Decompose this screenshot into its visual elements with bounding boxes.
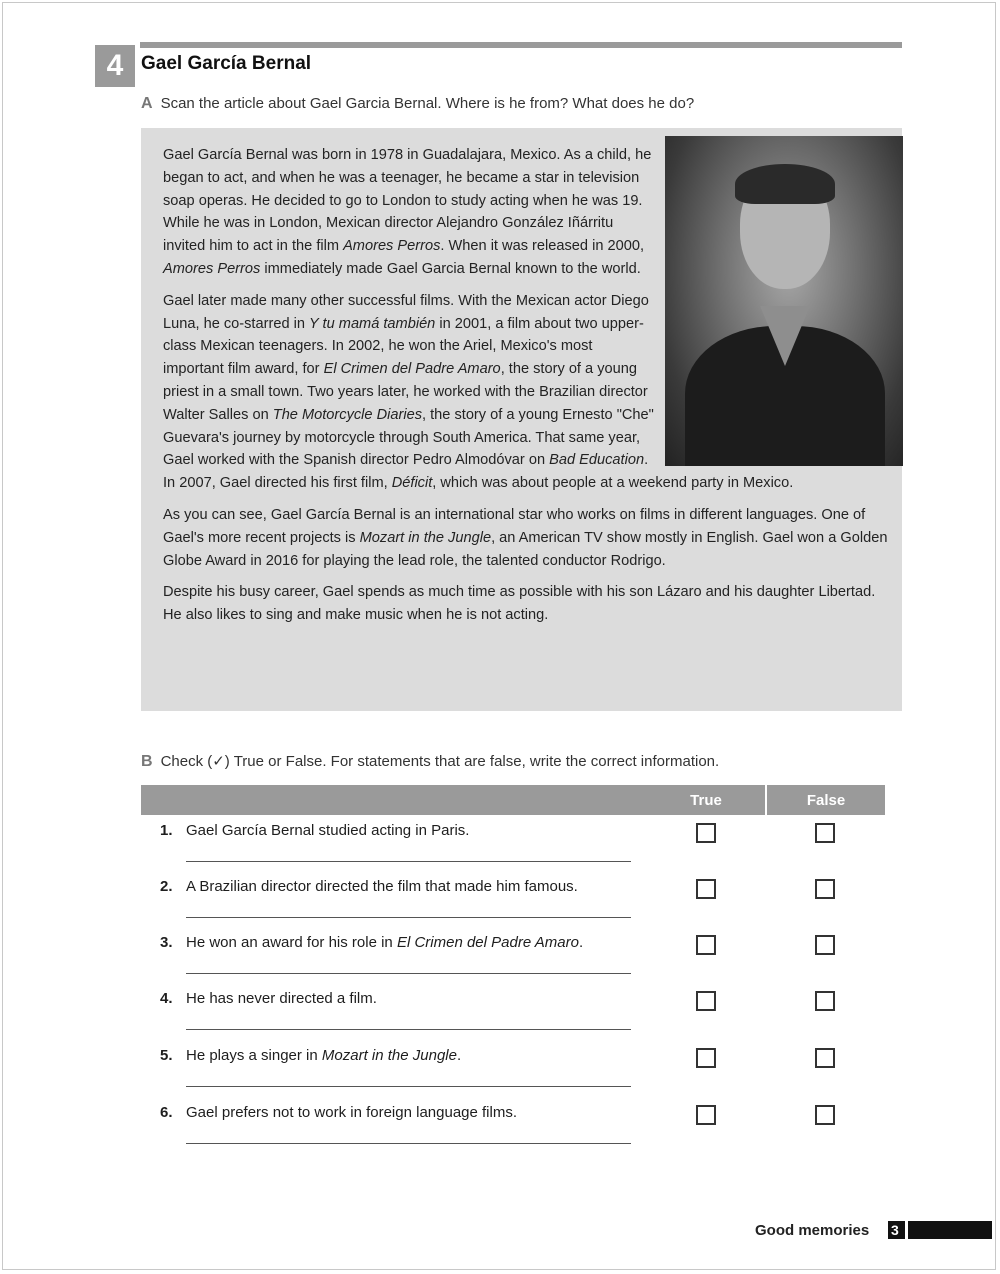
answer-line[interactable] (186, 917, 631, 918)
statement-row-1 (160, 822, 900, 878)
text-run: Gael García Bernal was born in 1978 in Guadalajara, Mexico. As a child, he began to act, and when he was a teenager, he became a star in television soap operas. He decided to go to London to study acting when he was 19. While he was in London, Mexican director Alejandro González Iñárritu invited him to act in the film (163, 147, 652, 255)
text-run: He has never directed a film. (186, 990, 377, 1007)
statement-row-2 (160, 878, 900, 934)
text-run: , the story of a young priest in a small town. Two years later, he worked with the Brazilian director Walter Salles on (163, 361, 648, 423)
statement-row-5 (160, 1047, 900, 1103)
false-checkbox[interactable] (815, 935, 835, 955)
section-a-letter: A (141, 95, 153, 112)
column-true: True (690, 791, 722, 809)
section-b-heading (141, 752, 719, 771)
false-checkbox[interactable] (815, 1048, 835, 1068)
text-run: . (578, 934, 584, 951)
statement-number: 5. (160, 1047, 173, 1064)
true-checkbox[interactable] (696, 1048, 716, 1068)
text-run: , an American TV show mostly in English. Gael won a Golden Globe Award in 2016 for playing the lead role, the talented conductor Rodrigo. (163, 529, 888, 569)
text-run: Gael prefers not to work in foreign language films. (186, 1104, 518, 1121)
answer-line[interactable] (186, 1086, 631, 1087)
false-checkbox[interactable] (815, 879, 835, 899)
italic-title: Mozart in the Jungle (359, 529, 492, 546)
true-checkbox[interactable] (696, 991, 716, 1011)
text-run: Despite his busy career, Gael spends as much time as possible with his son Lázaro and his daughter Libertad. He also likes to sing and make music when he is not acting. (163, 584, 876, 624)
text-run: . When it was released in 2000, (440, 238, 645, 255)
true-checkbox[interactable] (696, 1105, 716, 1125)
text-run: He won an award for his role in (186, 934, 397, 951)
italic-title: Amores Perros (343, 238, 441, 255)
statement-text (186, 1047, 461, 1064)
text-run: , the story of a young Ernesto "Che" Guevara's journey by motorcycle through South America. That same year, Gael worked with the Spanish director Pedro Almodóvar on (163, 406, 654, 469)
false-checkbox[interactable] (815, 823, 835, 843)
statement-text (186, 990, 377, 1007)
statement-row-6 (160, 1104, 900, 1160)
photo-hair (735, 164, 835, 204)
statement-row-4 (160, 990, 900, 1046)
italic-title: Mozart in the Jungle (321, 1047, 457, 1064)
article-box (141, 128, 902, 711)
false-checkbox[interactable] (815, 1105, 835, 1125)
statement-text (186, 878, 578, 895)
article-text (163, 144, 888, 636)
footer-page-number: 3 (891, 1222, 899, 1238)
text-run: . (456, 1047, 462, 1064)
statement-number: 2. (160, 878, 173, 895)
answer-line[interactable] (186, 1143, 631, 1144)
italic-title: Amores Perros (163, 260, 261, 277)
italic-title: El Crimen del Padre Amaro (323, 361, 501, 378)
text-run: Gael García Bernal studied acting in Paris. (186, 822, 470, 839)
statement-text (186, 822, 469, 839)
article-paragraph-4 (163, 581, 888, 627)
statement-row-3 (160, 934, 900, 990)
statement-text (186, 934, 583, 951)
section-a-instruction: Scan the article about Gael Garcia Bernal. Where is he from? What does he do? (160, 95, 695, 112)
italic-title: Déficit (391, 475, 433, 492)
statement-number: 1. (160, 822, 173, 839)
column-false: False (806, 791, 846, 809)
text-run: , which was about people at a weekend party in Mexico. (432, 475, 794, 492)
statement-number: 6. (160, 1104, 173, 1121)
true-checkbox[interactable] (696, 935, 716, 955)
answer-line[interactable] (186, 973, 631, 974)
section-a-heading (141, 95, 694, 113)
portrait-photo (665, 136, 903, 466)
section-b-letter: B (141, 753, 153, 770)
page-title: Gael García Bernal (141, 53, 312, 74)
footer-bar-notch (905, 1221, 908, 1239)
italic-title: Y tu mamá también (309, 315, 436, 332)
text-run: immediately made Gael Garcia Bernal known to the world. (260, 260, 641, 277)
text-run: A Brazilian director directed the film that made him famous. (186, 878, 578, 895)
false-checkbox[interactable] (815, 991, 835, 1011)
answer-line[interactable] (186, 1029, 631, 1030)
statement-number: 3. (160, 934, 173, 951)
italic-title: Bad Education (549, 452, 645, 469)
italic-title: The Motorcycle Diaries (272, 406, 423, 423)
text-run: . In 2007, Gael directed his first film, (163, 452, 649, 492)
text-run: in 2001, a film about two upper-class Mexican teenagers. In 2002, he won the Ariel, Mexico's most important film award, for (163, 315, 644, 378)
article-paragraph-3 (163, 504, 888, 572)
footer-unit-title: Good memories (755, 1222, 870, 1239)
true-false-table-header (141, 785, 885, 815)
answer-line[interactable] (186, 861, 631, 862)
italic-title: El Crimen del Padre Amaro (396, 934, 579, 951)
statement-number: 4. (160, 990, 173, 1007)
footer-bar (888, 1221, 992, 1239)
text-run: As you can see, Gael García Bernal is an international star who works on films in different languages. One of Gael's more recent projects is (163, 506, 866, 546)
text-run: Gael later made many other successful films. With the Mexican actor Diego Luna, he co-starred in (163, 292, 649, 332)
true-checkbox[interactable] (696, 823, 716, 843)
header-rule (140, 42, 902, 48)
section-b-instruction: Check (✓) True or False. For statements that are false, write the correct information. (160, 753, 720, 770)
statement-text (186, 1104, 517, 1121)
true-checkbox[interactable] (696, 879, 716, 899)
text-run: He plays a singer in (186, 1047, 322, 1064)
unit-number-badge: 4 (95, 45, 135, 87)
